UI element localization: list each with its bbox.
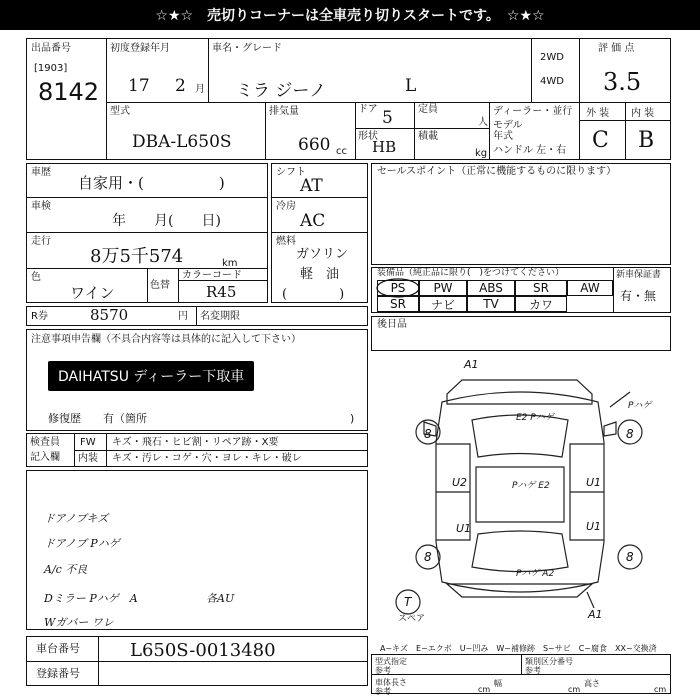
attached-box (371, 316, 671, 351)
mark-a1-front: A1 (464, 358, 479, 371)
mark-u1-left-rear: U1 (456, 522, 472, 535)
handnote-1: ドアノブキズ (44, 512, 109, 525)
equip-1-4: SR (515, 280, 567, 296)
model-year-1: モデル (493, 120, 523, 131)
spare-mark: T (404, 595, 412, 609)
equip-1-2: PW (419, 280, 467, 296)
handnote-5: Wガバー ワレ (44, 616, 114, 629)
color-code-label: カラーコード (182, 270, 242, 281)
inspector-label-2: 記入欄 (30, 452, 60, 463)
handnote-3: A/c 不良 (44, 563, 88, 576)
plate-label: 登録番号 (36, 667, 80, 680)
registration-month: 2 (175, 76, 186, 96)
class-label: 類別区分番号 (525, 657, 573, 666)
mark-e2-roof: Pハゲ E2 (512, 481, 550, 491)
shape-spec-label: 型式指定 (375, 657, 407, 666)
ac-label: 冷房 (276, 201, 296, 212)
equip-1-3: ABS (467, 280, 515, 296)
inspection-value: 年 月( 日) (112, 213, 221, 229)
lot-number: 8142 (38, 78, 100, 106)
inspection-label: 車検 (31, 201, 51, 212)
interior-items-label: 内装 (78, 453, 98, 464)
damage-diagram (372, 352, 670, 632)
displacement-value: 660 (298, 135, 331, 155)
tire-fr-value: 8 (626, 427, 634, 441)
capacity-unit: 人 (478, 117, 488, 128)
equip-2-4: カワ (515, 296, 567, 312)
shape-label: 形状 (358, 131, 378, 142)
load-unit: kg (475, 148, 488, 159)
shift-value: AT (300, 176, 323, 196)
mark-mirror: Pハゲ (628, 401, 652, 411)
type-value: DBA-L650S (132, 132, 232, 152)
model-year-2: 年式 (493, 131, 513, 142)
shape-spec-ref: 参考 (375, 666, 391, 675)
roof (476, 467, 564, 522)
fuel-label: 燃料 (276, 236, 296, 247)
right-mirror (604, 422, 616, 436)
capacity-label: 定員 (418, 104, 438, 115)
recycle-box (26, 306, 368, 326)
recycle-label: R券 (31, 311, 48, 322)
color-code: R45 (206, 283, 237, 301)
lot-code: [1903] (34, 63, 68, 74)
usage-label: 車歴 (31, 167, 51, 178)
chassis-label: 車台番号 (36, 642, 80, 655)
handnote-2: ドアノブ Pハゲ (44, 537, 120, 550)
fuel-gas: ガソリン (296, 247, 349, 262)
score-value: 3.5 (603, 68, 642, 96)
handnote-4: Dミラー Pハゲ A (44, 592, 138, 605)
height-unit: cm (654, 685, 667, 694)
equip-2-1: SR (377, 296, 419, 312)
interior-grade: B (638, 128, 655, 153)
mark-e2-hood: E2 Pハゲ (516, 413, 554, 423)
handnote-6: 各AU (206, 592, 235, 605)
equip-1-1: PS (377, 280, 419, 296)
car-model: ミラ ジーノ (236, 81, 327, 101)
registration-month-unit: 月 (195, 84, 205, 95)
tire-rl-value: 8 (424, 550, 432, 564)
recycle-unit: 円 (178, 311, 188, 322)
repaint-label: 色替 (150, 280, 170, 291)
mark-u2-left: U2 (452, 476, 468, 489)
fw-items: キズ・飛石・ヒビ割・リペア跡・X要 (112, 437, 279, 448)
doors-value: 5 (382, 108, 393, 128)
new-car-warranty-label: 新車保証書 (616, 270, 662, 280)
tire-fl-value: 8 (424, 427, 432, 441)
mark-u1-right: U1 (586, 476, 602, 489)
damage-legend: A~キズ E~エクボ U~凹み W~補修跡 S~サビ C~腐食 XX~交換済 (380, 644, 657, 653)
mileage-value: 8万5千574 (90, 246, 184, 267)
interior-items: キズ・汚レ・コゲ・穴・ヨレ・キレ・破レ (112, 453, 302, 464)
ps-circle (375, 278, 421, 298)
load-label: 積載 (418, 131, 438, 142)
rear-view (447, 584, 592, 597)
equip-2-2: ナビ (419, 296, 467, 312)
length-ref: 参考 (375, 687, 391, 696)
dealer-trade-in-badge: DAIHATSU ディーラー下取車 (48, 361, 254, 391)
dealer-parallel: ディーラー・並行 (493, 106, 573, 117)
attached-label: 後日品 (377, 319, 407, 330)
width-unit: cm (568, 685, 581, 694)
drive-4wd: 4WD (540, 76, 564, 87)
spare-label: スペア (398, 614, 426, 624)
shape-value: HB (372, 138, 397, 156)
length-unit: cm (478, 685, 491, 694)
sales-point-box (371, 163, 671, 265)
sales-point-label: セールスポイント（正常に機能するものに限ります） (377, 166, 617, 177)
interior-label: 内 装 (631, 108, 655, 119)
recycle-value: 8570 (90, 306, 129, 324)
top-banner: ☆★☆ 売切りコーナーは全車売り切りスタートです。 ☆★☆ (0, 0, 700, 30)
length-label: 車体長さ (375, 678, 407, 687)
repair-history: 修復歴 有（箇所 (48, 412, 147, 425)
lot-label: 出品番号 (31, 43, 71, 54)
color-value: ワイン (70, 284, 115, 302)
equipment-label: 装備品（純正品に限り( )をつけてください） (377, 268, 565, 278)
exterior-grade: C (592, 128, 609, 153)
fuel-other: ( ) (282, 287, 345, 302)
mark-a1-rear: A1 (588, 608, 603, 621)
fuel-diesel: 軽 油 (300, 267, 340, 282)
chassis-value: L650S-0013480 (130, 640, 276, 661)
mark-a2-rear: Pハゲ A2 (516, 569, 555, 579)
shift-label: シフト (276, 167, 306, 178)
mark-u1-right-rear: U1 (586, 520, 602, 533)
new-car-warranty-value: 有・無 (620, 289, 657, 303)
doors-label: ドア (358, 104, 378, 115)
car-grade: L (405, 76, 417, 96)
color-label: 色 (31, 272, 41, 283)
displacement-label: 排気量 (269, 106, 299, 117)
equip-2-3: TV (467, 296, 515, 312)
expiry-label: 名変期限 (200, 311, 240, 322)
exterior-label: 外 装 (586, 108, 610, 119)
class-ref: 参考 (525, 666, 541, 675)
registration-year: 17 (128, 76, 150, 96)
equip-1-5: AW (567, 280, 613, 296)
header-box (26, 38, 671, 160)
displacement-unit: cc (336, 146, 347, 157)
inspector-label-1: 検査員 (30, 437, 60, 448)
name-label: 車名・グレード (212, 43, 282, 54)
mileage-unit: km (222, 258, 238, 269)
height-label: 高さ (584, 679, 600, 688)
registration-label: 初度登録年月 (110, 43, 170, 54)
notes-header: 注意事項申告欄（不具合内容等は具体的に記入して下さい） (31, 334, 301, 345)
width-label: 幅 (494, 679, 502, 688)
tire-rr-value: 8 (626, 550, 634, 564)
type-label: 型式 (110, 106, 130, 117)
score-label: 評 価 点 (598, 43, 635, 54)
ac-value: AC (300, 211, 326, 231)
drive-2wd: 2WD (540, 52, 564, 63)
mileage-label: 走行 (31, 236, 51, 247)
handle-side: ハンドル 左・右 (493, 145, 567, 156)
repair-history-close: ) (350, 412, 355, 425)
fw-label: FW (80, 437, 96, 448)
usage-value: 自家用・( ) (78, 174, 225, 192)
